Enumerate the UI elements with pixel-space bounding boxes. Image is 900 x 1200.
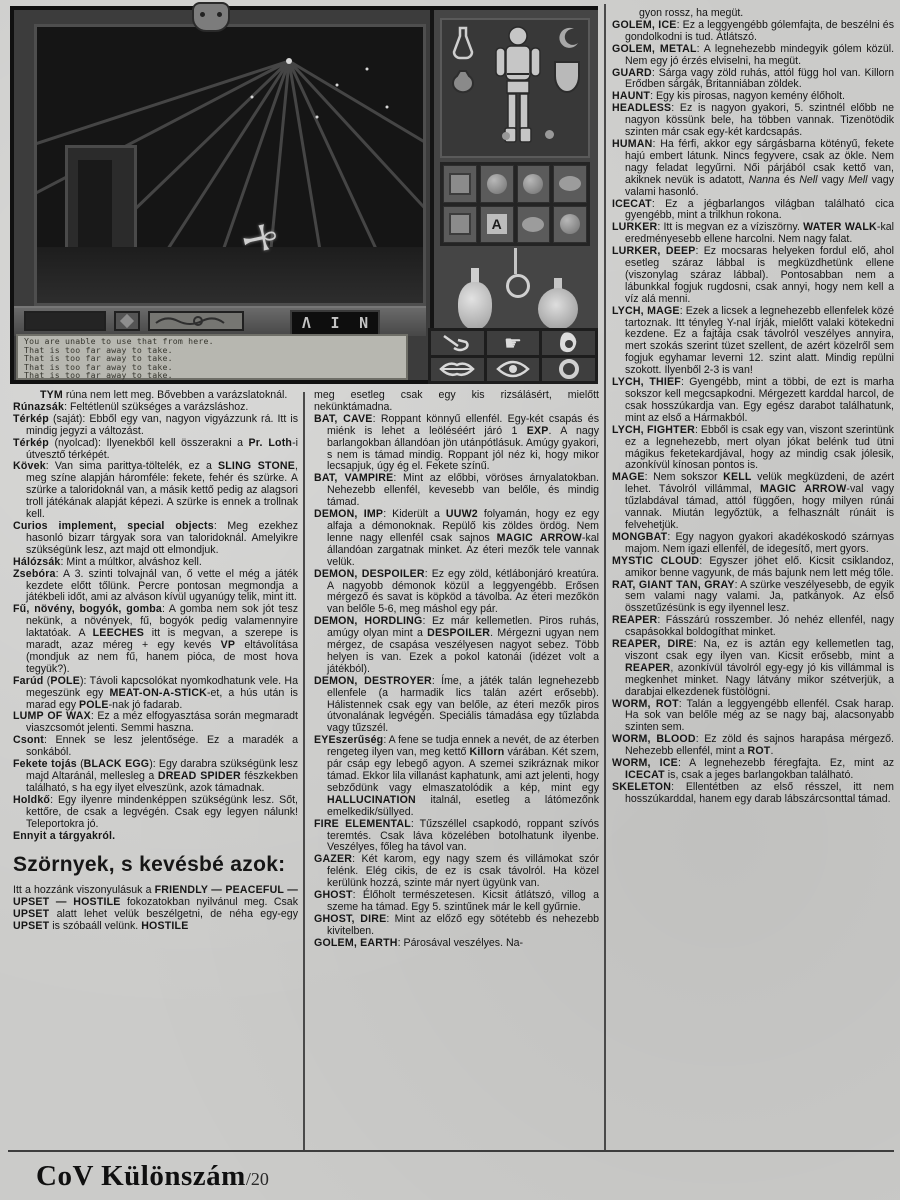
look-eye-icon xyxy=(487,358,540,382)
chain-ring-icon xyxy=(504,248,528,298)
article-paragraph: Farúd (POLE): Távoli kapcsolókat nyomkodhatunk vele. Ha megeszünk egy MEAT-ON-A-STICK-et, a hús után is marad egy POLE-nak jó fadarab. xyxy=(13,674,298,711)
article-paragraph: meg esetleg csak egy kis rizsálásért, mielőtt nekünktámadna. xyxy=(314,389,599,413)
command-icon-grid xyxy=(428,328,598,384)
article-paragraph: Kövek: Van sima parittya-töltelék, ez a SLING STONE, meg színe alapján háromféle: fekete, fehér és szürke. A szürke a taloridoknál van, a másik kettő pedig az alagsori troll játékának alapját képezi. A szürke is ennek a trollnak kell. xyxy=(13,460,298,521)
article-paragraph: WORM, BLOOD: Ez zöld és sajnos harapása mérgező. Nehezebb ellenfél, mint a ROT. xyxy=(612,733,894,758)
ankh-icon: ☥ xyxy=(230,217,287,260)
article-paragraph: LUMP OF WAX: Ez a méz elfogyasztása során megmaradt viaszcsomót jelenti. Semmi haszna. xyxy=(13,710,299,735)
get-hand-icon xyxy=(542,331,595,355)
article-paragraph: Fű, növény, bogyók, gomba: A gomba nem sok jót tesz nekünk, a növények, fű, bogyók pedig valamennyire laktatóak. A LEECHES itt is megvan, a szerepe is maradt, azaz méreg + egy kevés VP eltávolítása (mondjuk az nem fű, hanem pióca, de most hova tegyük?). xyxy=(13,603,298,675)
rune-glyph: Ι xyxy=(330,314,340,332)
article-paragraph: GHOST: Élőholt természetesen. Kicsit átlátszó, villog a szeme ha támad. Egy 5. szintűnek már le kell gyűrnie. xyxy=(314,889,599,913)
article-paragraph: MAGE: Nem sokszor KELL velük megküzdeni, de azért lehet. Távolról villámmal, MAGIC ARROW-val vagy tűzlabdával támad, attól függően, hogy milyen rúnái vannak. Miután legyőztük, a felhasznált rúnáit is felvehetjük. xyxy=(612,471,895,531)
column-divider xyxy=(303,392,305,1150)
article-paragraph: DEMON, DESPOILER: Ez egy zöld, kétlábonjáró kreatúra. A nagyobb démonok közül a leggyengébb. Erősen mérgező és savat is köpköd a távolba. Az éteri mezőkön van belőle 5-6, meg máshol egy pár. xyxy=(314,567,599,616)
bottle-icon xyxy=(458,268,492,330)
magazine-title: CoV Különszám xyxy=(36,1160,246,1192)
inventory-grid xyxy=(440,162,590,246)
game-message-line: You are unable to use that from here. xyxy=(24,336,214,346)
game-screenshot xyxy=(10,6,598,384)
inventory-panel xyxy=(430,10,598,380)
game-bottom-bar xyxy=(14,306,426,336)
rune-glyph: Ν xyxy=(359,314,369,332)
page-footer xyxy=(36,1160,269,1193)
article-paragraph: LYCH, MAGE: Ezek a licsek a legnehezebb ellenfelek közé tartoznak. Itt tényleg Y-nal írják, mielőtt valaki kötekedni kezdene. Ez a fajtája csak távolról veszélyes annyira, mert szokás szerint tüzet szellent, de azért közelről sem fogjuk egyhamar leverni 12. szint alatt. Mindig repülni szokott. Ilyenből 2-3 is van! xyxy=(612,304,894,377)
message-scroll xyxy=(16,334,408,380)
ring-icon xyxy=(542,358,595,382)
inventory-item xyxy=(553,206,587,244)
small-orb-icon xyxy=(545,130,554,139)
article-paragraph: Hálózsák: Mint a múltkor, alváshoz kell. xyxy=(13,555,202,568)
gargoyle-icon xyxy=(192,2,230,32)
article-paragraph: Holdkő: Egy ilyenre mindenképpen szükségünk lesz. Sőt, kettőre, de csak a legvégén. Csak egy legyen nálunk! Teleportokra jó. xyxy=(13,793,298,830)
article-paragraph: LURKER: Itt is megvan ez a víziszörny. WATER WALK-kal eredményesebb ellene harcolni. Nem nagy falat. xyxy=(612,221,894,246)
compass-gem-icon xyxy=(114,311,140,331)
article-paragraph: gyon rossz, ha megüt. xyxy=(639,7,744,19)
article-paragraph: Rúnazsák: Feltétlenül szükséges a varázsláshoz. xyxy=(13,400,249,413)
article-paragraph: HUMAN: Ha férfi, akkor egy sárgásbarna kötényű, fekete hajú embert látunk. Nincs fegyvere, csak az ökle. Nem nagy feladat legyűrni. Női párjából csak kettő van, akiknek nevük is adatott, Nanna és Nell vagy Mell vagy valami hasonló. xyxy=(612,137,894,198)
article-paragraph: ICECAT: Ez a jégbarlangos világban található cica gyengébb, mint a trilkhun rokona. xyxy=(612,197,894,222)
section-heading: Szörnyek, s kevésbé azok: xyxy=(13,853,286,877)
article-paragraph: RAT, GIANT TAN, GRAY: A szürke veszélyesebb, de egyik sem valami nagy valami. Ja, patkányok. Az első összetűzésünk is egy ilyennel lesz. xyxy=(612,578,895,615)
article-paragraph: GOLEM, ICE: Ez a leggyengébb gólemfajta, de beszélni és gondolkodni is tud. Átlátszó. xyxy=(612,18,895,43)
game-message-line: That is too far away to take. xyxy=(24,353,173,364)
article-paragraph: WORM, ROT: Talán a leggyengébb ellenfél. Csak harap. Ha sok van belőle még az se nagy baj, alacsonyabb szinten sem. xyxy=(612,697,894,734)
armored-figure xyxy=(492,24,544,152)
inventory-item xyxy=(480,165,514,203)
article-paragraph: GOLEM, METAL: A legnehezebb mindegyik gólem közül. Nem egy jó érzés elviselni, ha megüt. xyxy=(612,42,895,67)
column-right xyxy=(612,8,894,806)
dungeon-floor xyxy=(37,247,423,303)
active-rune-bar xyxy=(290,310,380,336)
inventory-item xyxy=(517,206,551,244)
article-paragraph: DEMON, HORDLING: Ez már kellemetlen. Piros ruhás, amúgy olyan mint a DESPOILER. Mérgezni ugyan nem mérgez, de csapása veszélyesen nagyot sebez. Több helyen is van. Ezek a pokol katonái (idézet volt a játékból). xyxy=(314,615,599,675)
article-paragraph: Zsebóra: A 3. szinti tolvajnál van, ő vette el még a játék kezdete előtt tőlünk. Percre pontosan megmondja a játékbeli időt, ami az alváson kívül ugyanúgy telik, mint itt. xyxy=(13,567,298,604)
fight-dagger-hand-icon xyxy=(431,331,484,355)
shield-icon xyxy=(552,58,582,96)
article-paragraph: GUARD: Sárga vagy zöld ruhás, attól függ hol van. Killorn Erődben sárgák, Britanniában zöldek. xyxy=(612,66,894,91)
article-paragraph: SKELETON: Ellentétben az első résszel, itt nem hosszúkarddal, hanem egy darab lábszárcsonttal támad. xyxy=(612,780,894,805)
article-paragraph: REAPER, DIRE: Na, ez is aztán egy kellemetlen tag, viszont csak egy ilyen van. Kicsit erősebb, mint a REAPER, azonkívül távolról egy-egy jó kis villámmal is megkenhet minket. Nagy látvány mikor szétverjük, a darabjai elkezdenek füstölögni. xyxy=(612,638,894,698)
article-paragraph: BAT, VAMPIRE: Mint az előbbi, vöröses árnyalatokban. Nehezebb ellenfél, kevesebb van belőle, és mindig támad. xyxy=(314,472,600,509)
empty-slot xyxy=(24,311,106,331)
article-paragraph: GAZER: Két karom, egy nagy szem és villámokat szór felénk. Elég cikis, de ez is csak távolról. Ha közel kerülünk hozzá, szinte már nyert ügyünk van. xyxy=(314,853,599,890)
flask-icon xyxy=(450,26,476,60)
game-message-line: That is too far away to take. xyxy=(24,361,173,372)
article-paragraph: Curios implement, special objects: Meg ezekhez hasonló bizarr tárgyak sora van taloridoknál. Amelyikre szükségünk lesz, azt majd ott elmondjuk. xyxy=(13,519,298,556)
article-paragraph: DEMON, DESTROYER: Íme, a játék talán legnehezebb ellenfele (a harmadik lics talán azért erősebb). Hálistennek csak egy van belőle, az éteri mezők piros útvonalának legvégén. Speciális támadása egy tűzlabda vagy tűzszél. xyxy=(314,674,599,735)
article-paragraph: REAPER: Fásszárú rosszember. Jó nehéz ellenfél, nagy csapásokkal boldogíthat minket. xyxy=(612,614,894,639)
article-paragraph: BAT, CAVE: Roppant könnyű ellenfél. Egy-két csapás és miénk is lehet a leöléséért járó 1 EXP. A nagy barlangokban állandóan jön utánpótlásuk. Amúgy gyakori, s nem is támad mindig. Roppant jól néz ki, hogy mikor lecsapjuk, úgy ég el. Fekete színű. xyxy=(314,412,600,473)
round-flask-icon xyxy=(538,278,578,330)
article-paragraph: Csont: Ennek se lesz jelentősége. Ez a maradék a sonkából. xyxy=(13,734,298,759)
article-paragraph: HEADLESS: Ez is nagyon gyakori, 5. szintnél előbb ne nagyon kössünk bele, ha többen vannak. Tizenötödik szinten már csak egy-két kardcsapás. xyxy=(612,102,894,139)
article-paragraph: Ennyit a tárgyakról. xyxy=(13,829,116,842)
use-pointing-hand-icon: ☛ xyxy=(487,331,540,355)
rune-glyph: Λ xyxy=(301,314,311,332)
moneybag-icon xyxy=(448,68,478,94)
dungeon-3d-view xyxy=(34,24,426,306)
article-paragraph: Térkép (nyolcad): Ilyenekből kell összerakni a Pr. Loth-i útvesztő térképét. xyxy=(13,436,298,461)
footer-divider xyxy=(8,1150,894,1152)
crescent-icon xyxy=(556,26,580,50)
talk-lips-icon xyxy=(431,358,484,382)
article-paragraph: TYM rúna nem lett meg. Bővebben a varázslatoknál. xyxy=(40,389,288,401)
page-number: /20 xyxy=(245,1169,269,1189)
article-paragraph: Térkép (saját): Ebből egy van, nagyon vigyázzunk rá. Itt is mindig jegyzi a változást. xyxy=(13,412,298,437)
article-paragraph: WORM, ICE: A legnehezebb féregfajta. Ez, mint az ICECAT is, csak a jeges barlangokban található. xyxy=(612,757,895,781)
map-panel xyxy=(148,311,244,331)
article-paragraph: FIRE ELEMENTAL: Tűzszéllel csapkodó, roppant szívós teremtés. Csak láva közelében botolhatunk ilyenbe. Veszélyes, főleg ha távol van. xyxy=(314,817,599,854)
rune-tile: A xyxy=(480,206,514,244)
article-paragraph: MONGBAT: Egy nagyon gyakori akadékoskodó szárnyas majom. Nem igazi ellenfél, de idegesítő, mert gyors. xyxy=(612,530,894,555)
article-paragraph: LURKER, DEEP: Ez mocsaras helyeken fordul elő, ahol esetleg száraz lábbal is megküzdhetünk ellene (viszonylag száraz lábbal). Pontosabban nem a lábunkkal fogjuk rugdosni, csak annyi, hogy nem kell a víz alá menni. xyxy=(612,245,894,305)
article-paragraph: LYCH, FIGHTER: Ebből is csak egy van, viszont szerintünk ez a legnehezebb, mert olyan jókat belénk tud ütni mágikus feketekardjával, hogy az mindig csak jólesik, azonkívül kínosan pontos is. xyxy=(612,423,894,472)
article-paragraph: Fekete tojás (BLACK EGG): Egy darabra szükségünk lesz majd Altaránál, mellesleg a DREAD SPIDER fészkekben található, s ha egy ilyet elveszünk, azok támadnak. xyxy=(13,758,298,794)
article-paragraph: GHOST, DIRE: Mint az előző egy sötétebb és nehezebb kivitelben. xyxy=(314,912,599,937)
column-divider xyxy=(604,4,606,1150)
column-left xyxy=(13,390,298,933)
inventory-item xyxy=(517,165,551,203)
game-message-line: That is too far away to take. xyxy=(24,344,173,355)
inventory-item xyxy=(443,206,477,244)
inventory-item xyxy=(553,165,587,203)
article-paragraph: EYEszerűség: A fene se tudja ennek a nevét, de az éterben rengeteg ilyen van, meg kettő Killorn várában. Két szem, pár csáp egy lebegő agyon. A szemei szikráznak mikor támad. Ekkor lila villanást kaphatunk, ami azt jelenti, hogy sebződünk vagy elmaszatolódik a kép, mint egy HALLUCINATION italnál, esetleg a látómezőnk emelkedik/süllyed. xyxy=(314,734,599,818)
article-paragraph: GOLEM, EARTH: Párosával veszélyes. Na- xyxy=(314,936,524,949)
character-paper-doll xyxy=(440,18,590,158)
article-paragraph: LYCH, THIEF: Gyengébb, mint a többi, de ezt is marha sokszor kell megcsapkodni. Mérgezett karddal harcol, de csak hosszúkardja van. Egy egész darabot találhatunk, mint az első a Hármakból. xyxy=(612,376,894,424)
small-orb-icon xyxy=(502,132,510,140)
article-paragraph: HAUNT: Egy kis pirosas, nagyon kemény élőholt. xyxy=(612,90,845,103)
game-message-line: That is too far away to take. xyxy=(24,370,173,381)
inventory-item xyxy=(443,165,477,203)
column-middle xyxy=(314,390,599,950)
article-paragraph: DEMON, IMP: Kiderült a UUW2 folyamán, hogy ez egy alfaja a démonoknak. Repülő kis zöldes ördög. Nem lenne nagy ellenfél csak sajnos MAGIC ARROW-kal állandóan zargatnak minket. Az éteri mezők tele vannak velük. xyxy=(314,508,599,568)
article-paragraph: Itt a hozzánk viszonyulásuk a FRIENDLY — PEACEFUL — UPSET — HOSTILE fokozatokban nyilvánul meg. Csak UPSET alatt lehet velük beszélgetni, de néha egy-egy UPSET is szóbaáll velünk. HOSTILE xyxy=(13,884,298,933)
article-paragraph: MYSTIC CLOUD: Egyszer jöhet elő. Kicsit csiklandoz, amikor benne vagyunk, de más bajunk nem lett még tőle. xyxy=(612,554,894,579)
